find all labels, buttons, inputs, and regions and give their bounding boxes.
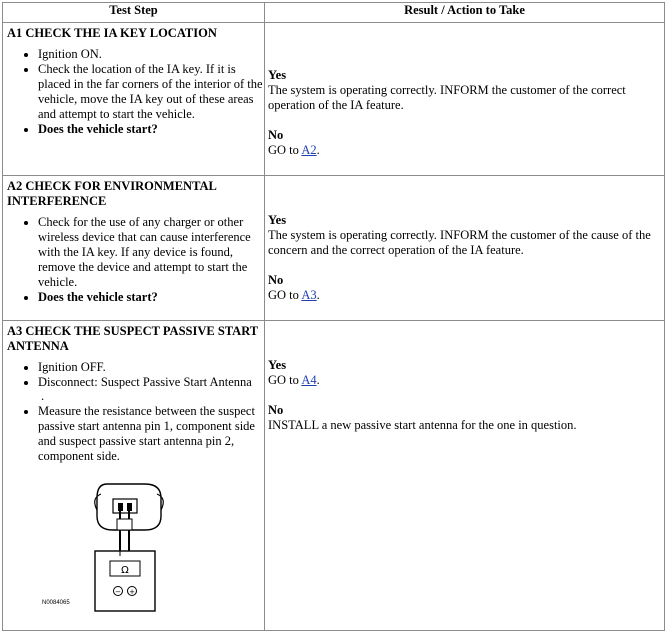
no-label: No [268, 403, 284, 417]
no-label: No [268, 128, 284, 142]
diagnostic-table [2, 2, 665, 631]
result-cell-a2 [265, 176, 665, 321]
probe-tip [117, 519, 132, 530]
jack-plus: + [129, 588, 135, 596]
result-cell-a3 [265, 321, 665, 631]
no-action [268, 143, 661, 158]
pin-1 [118, 503, 123, 511]
step-question: • Does the vehicle start? [38, 122, 264, 137]
step-row-a1 [3, 23, 665, 176]
yes-label: Yes [268, 358, 287, 372]
step-cell-a1 [3, 23, 265, 176]
yes-suffix: . [316, 373, 320, 387]
step-question: • Does the vehicle start? [38, 290, 264, 305]
step-bullet: • Check for the use of any charger or other wireless device that can cause interference with the IA key. If any device is found, remove the device and attempt to start the vehicle. [38, 215, 264, 290]
yes-action [268, 373, 661, 388]
step-cell-a2 [3, 176, 265, 321]
connector-latch [157, 494, 163, 510]
yes-label: Yes [268, 213, 287, 227]
step-bullets-a1 [3, 47, 264, 137]
step-row-a2 [3, 176, 665, 321]
step-title-a2: A2 CHECK FOR ENVIRONMENTAL INTERFERENCE [7, 179, 217, 208]
yes-prefix: GO to [268, 373, 299, 387]
no-prefix: GO to [268, 288, 299, 302]
yes-label: Yes [268, 68, 287, 82]
step-title-a3: A3 CHECK THE SUSPECT PASSIVE START ANTENNA [7, 324, 258, 353]
step-bullet: • Measure the resistance between the suspect passive start antenna pin 1, component side and suspect passive start antenna pin 2, component side. [38, 404, 264, 464]
test-step-header: Test Step [3, 3, 265, 23]
connector-pin-housing [113, 499, 137, 513]
no-suffix: . [316, 143, 320, 157]
step-bullets-a3 [3, 360, 264, 390]
multimeter-body [95, 551, 155, 611]
jack-minus: − [115, 588, 121, 596]
yes-text: The system is operating correctly. INFORM the customer of the correct operation of the IA feature. [268, 83, 626, 112]
header-row [3, 3, 665, 23]
yes-text: The system is operating correctly. INFORM the customer of the cause of the concern and the correct operation of the IA feature. [268, 228, 651, 257]
connector-latch [95, 494, 101, 510]
step-bullet: • Ignition ON. [38, 47, 264, 62]
step-title-a1: A1 CHECK THE IA KEY LOCATION [7, 26, 217, 40]
no-suffix: . [316, 288, 320, 302]
step-cell-a3 [3, 321, 265, 631]
stray-dot: . [41, 389, 45, 403]
no-action [268, 288, 661, 303]
result-header: Result / Action to Take [265, 3, 665, 23]
goto-a4-link[interactable]: A4 [301, 373, 317, 387]
figure-id-label: N0084065 [42, 600, 70, 606]
no-label: No [268, 273, 284, 287]
step-bullet: • Check the location of the IA key. If it is placed in the far corners of the interior of the vehicle, move the IA key out of these areas and attempt to start the vehicle. [38, 62, 264, 122]
step-bullets-a2 [3, 215, 264, 305]
step-bullets-a3-cont [3, 404, 264, 464]
step-row-a3 [3, 321, 665, 631]
goto-a2-link[interactable]: A2 [301, 143, 317, 157]
goto-a3-link[interactable]: A3 [301, 288, 317, 302]
pin-2 [127, 503, 132, 511]
step-bullet: • Disconnect: Suspect Passive Start Antenna [38, 375, 264, 390]
step-bullet: • Ignition OFF. [38, 360, 264, 375]
result-cell-a1 [265, 23, 665, 176]
ohm-symbol: Ω [121, 565, 129, 576]
no-prefix: GO to [268, 143, 299, 157]
no-text: INSTALL a new passive start antenna for the one in question. [268, 418, 577, 432]
